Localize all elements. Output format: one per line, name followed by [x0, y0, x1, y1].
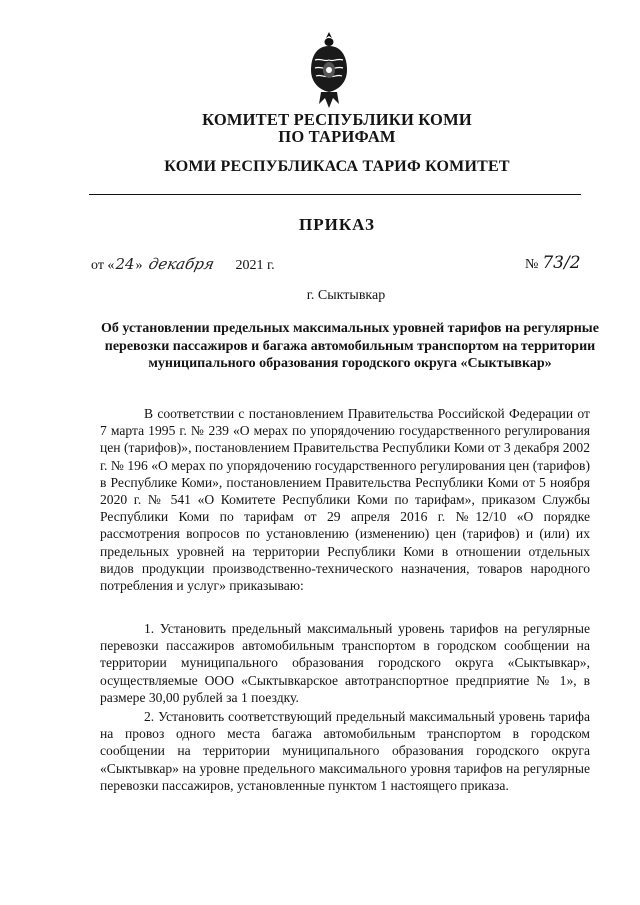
header-divider	[89, 194, 581, 195]
date-prefix: от «	[91, 258, 115, 273]
org-name-line-1: КОМИТЕТ РЕСПУБЛИКИ КОМИ	[202, 110, 472, 129]
document-title: ПРИКАЗ	[299, 215, 375, 234]
preamble-text: В соответствии с постановлением Правительства Российской Федерации от 7 марта 1995 г. № 239 «О мерах по упорядочению государственного регулирования цен (тарифов)», постановлением Правительства Республики Коми от 3 декабря 2002 г. № 196 «О мерах по упорядочению государственного регулирования цен (тарифов) в Республике Коми», постановлением Правительства Республики Коми от 5 ноября 2020 г. № 541 «О Комитете Республики Коми по тарифам», приказом Службы Республики Коми по тарифам от 29 апреля 2016 г. №12/10 «О порядке рассмотрения вопросов по установлению (изменению) цен (тарифов) и (или) их предельных уровней на территории Республики Коми в отношении отдельных видов продукции производственно-технического назначения, товаров народного потребления и услуг» приказываю:	[100, 406, 590, 594]
document-heading: Об установлении предельных максимальных уровней тарифов на регулярные перевозки пассажиров и багажа автомобильным транспортом на территории муниципального образования городского округа «Сыктывкар»	[101, 321, 599, 371]
org-name-line-2: ПО ТАРИФАМ	[278, 127, 396, 146]
preamble-paragraph	[100, 405, 590, 594]
item-1-text: 1. Установить предельный максимальный уровень тарифов на регулярные перевозки пассажиров автомобильным транспортом в городском сообщении на территории муниципального образования городского округа «Сыктывкар», осуществляемые ООО «Сыктывкарское автотранспортное предприятие № 1», в размере 30,00 рублей за 1 поездку.	[100, 621, 590, 705]
date-mid: »	[135, 258, 143, 273]
number-prefix: №	[525, 257, 539, 272]
item-2-paragraph	[100, 708, 590, 794]
date-year: 2021 г.	[235, 258, 275, 273]
item-1-paragraph	[100, 620, 590, 706]
date-day: 24	[115, 255, 135, 273]
date-month: декабря	[146, 255, 216, 273]
document-number	[525, 253, 581, 273]
document-city: г. Сыктывкар	[306, 288, 386, 303]
document-date	[91, 255, 275, 274]
number-value: 73/2	[542, 253, 581, 273]
item-2-text: 2. Установить соответствующий предельный максимальный уровень тарифа на провоз одного места багажа автомобильным транспортом в городском сообщении на территории муниципального образования городского округа «Сыктывкар» на уровне предельного максимального уровня тарифов на регулярные перевозки пассажиров, установленные пунктом 1 настоящего приказа.	[100, 709, 590, 793]
coat-of-arms-emblem	[307, 30, 351, 110]
org-name-komi: КОМИ РЕСПУБЛИКАСА ТАРИФ КОМИТЕТ	[164, 158, 510, 175]
